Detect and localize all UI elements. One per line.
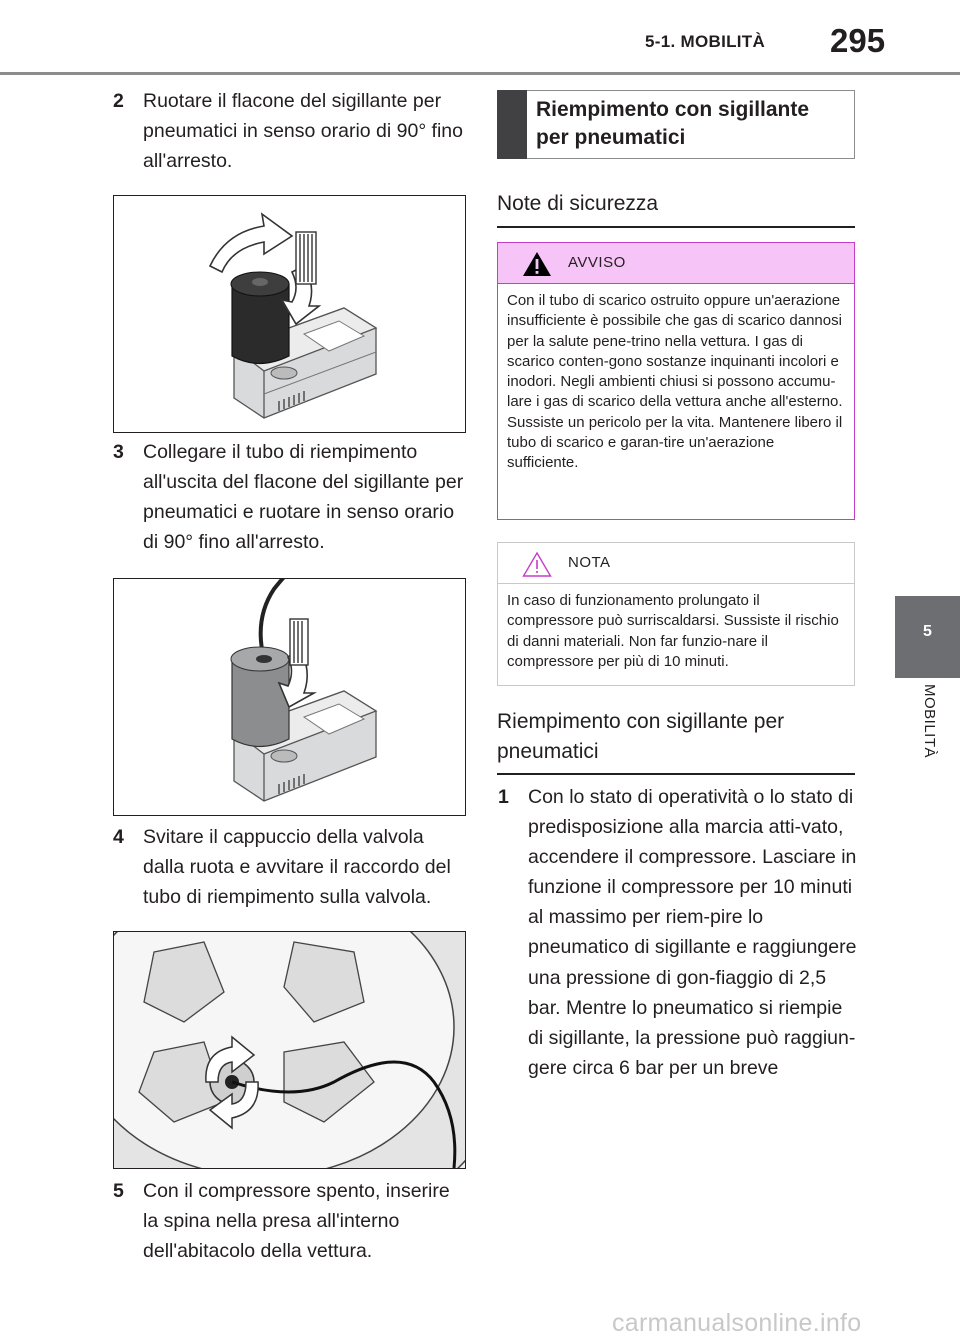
figure-sealant-bottle-rotate — [113, 195, 466, 433]
header-rule — [0, 72, 960, 75]
warning-title: AVVISO — [568, 254, 626, 271]
step-text: Collegare il tubo di riempimento all'uscita del flacone del sigillante per pneumatici e ruotare in senso orario di 90° fino all'arresto. — [143, 441, 464, 553]
step-text: Svitare il cappuccio della valvola dalla ruota e avvitare il raccordo del tubo di riempimento sulla valvola. — [143, 826, 451, 908]
page-number: 295 — [830, 22, 886, 59]
chapter-label: MOBILITÀ — [921, 684, 938, 759]
warning-triangle-icon — [522, 251, 552, 277]
step-3 — [113, 437, 468, 557]
step-number: 4 — [113, 826, 124, 848]
caution-triangle-icon — [522, 551, 552, 577]
watermark: carmanualsonline.info — [612, 1309, 862, 1337]
step-5 — [113, 1176, 468, 1266]
step-1 — [498, 782, 858, 1083]
step-number: 3 — [113, 441, 124, 463]
safety-heading-rule — [497, 226, 855, 228]
notice-header — [498, 543, 854, 584]
chapter-number: 5 — [923, 623, 932, 640]
illustration-bottle-rotate — [114, 196, 465, 432]
warning-box-avviso — [497, 242, 855, 520]
step-number: 2 — [113, 90, 124, 112]
warning-text: Con il tubo di scarico ostruito oppure un'aerazione insufficiente è possibile che gas di scarico dannosi per la salute pene-trino nella vettura. I gas di scarico conten-gono sostanze inquinanti incolori e inodori. Negli ambienti chiusi si possono accumu-lare i gas di scarico della vettura anche all'esterno. Sussiste un pericolo per la vita. Mantenere libero il tubo di scarico e garan-tire un'aerazione sufficiente. — [507, 292, 843, 472]
fill-heading: Riempimento con sigillante per pneumatici — [497, 710, 785, 763]
section-title-bar — [497, 90, 527, 159]
step-2 — [113, 86, 468, 176]
warning-header — [498, 243, 854, 284]
fill-heading-rule — [497, 773, 855, 775]
step-4 — [113, 822, 468, 912]
notice-title: NOTA — [568, 554, 611, 571]
step-text: Con il compressore spento, inserire la spina nella presa all'interno dell'abitacolo della vettura. — [143, 1180, 450, 1262]
step-text: Con lo stato di operatività o lo stato di predisposizione alla marcia atti-vato, accendere il compressore. Lasciare in funzione il compressore per 10 minuti al massimo per riem-pire lo pneumatico di sigillante e raggiungere una pressione di gon-fiaggio di 2,5 bar. Mentre lo pneumatico si riempie di sigillante, la pressione può raggiun-gere circa 6 bar per un breve — [528, 786, 857, 1079]
illustration-wheel-valve — [114, 932, 465, 1168]
step-number: 5 — [113, 1180, 124, 1202]
safety-heading: Note di sicurezza — [497, 192, 659, 215]
step-number: 1 — [498, 786, 509, 808]
running-header-section: 5-1. MOBILITÀ — [645, 32, 766, 51]
section-title: Riempimento con sigillante per pneumatici — [536, 98, 810, 149]
illustration-connect-hose — [114, 579, 465, 815]
figure-connect-hose — [113, 578, 466, 816]
step-text: Ruotare il flacone del sigillante per pneumatici in senso orario di 90° fino all'arresto. — [143, 90, 463, 172]
notice-box-nota — [497, 542, 855, 686]
figure-valve-connection — [113, 931, 466, 1169]
notice-text: In caso di funzionamento prolungato il compressore può surriscaldarsi. Sussiste il rischio di danni materiali. Non far funzio-nare il compressore per più di 10 minuti. — [507, 592, 839, 670]
